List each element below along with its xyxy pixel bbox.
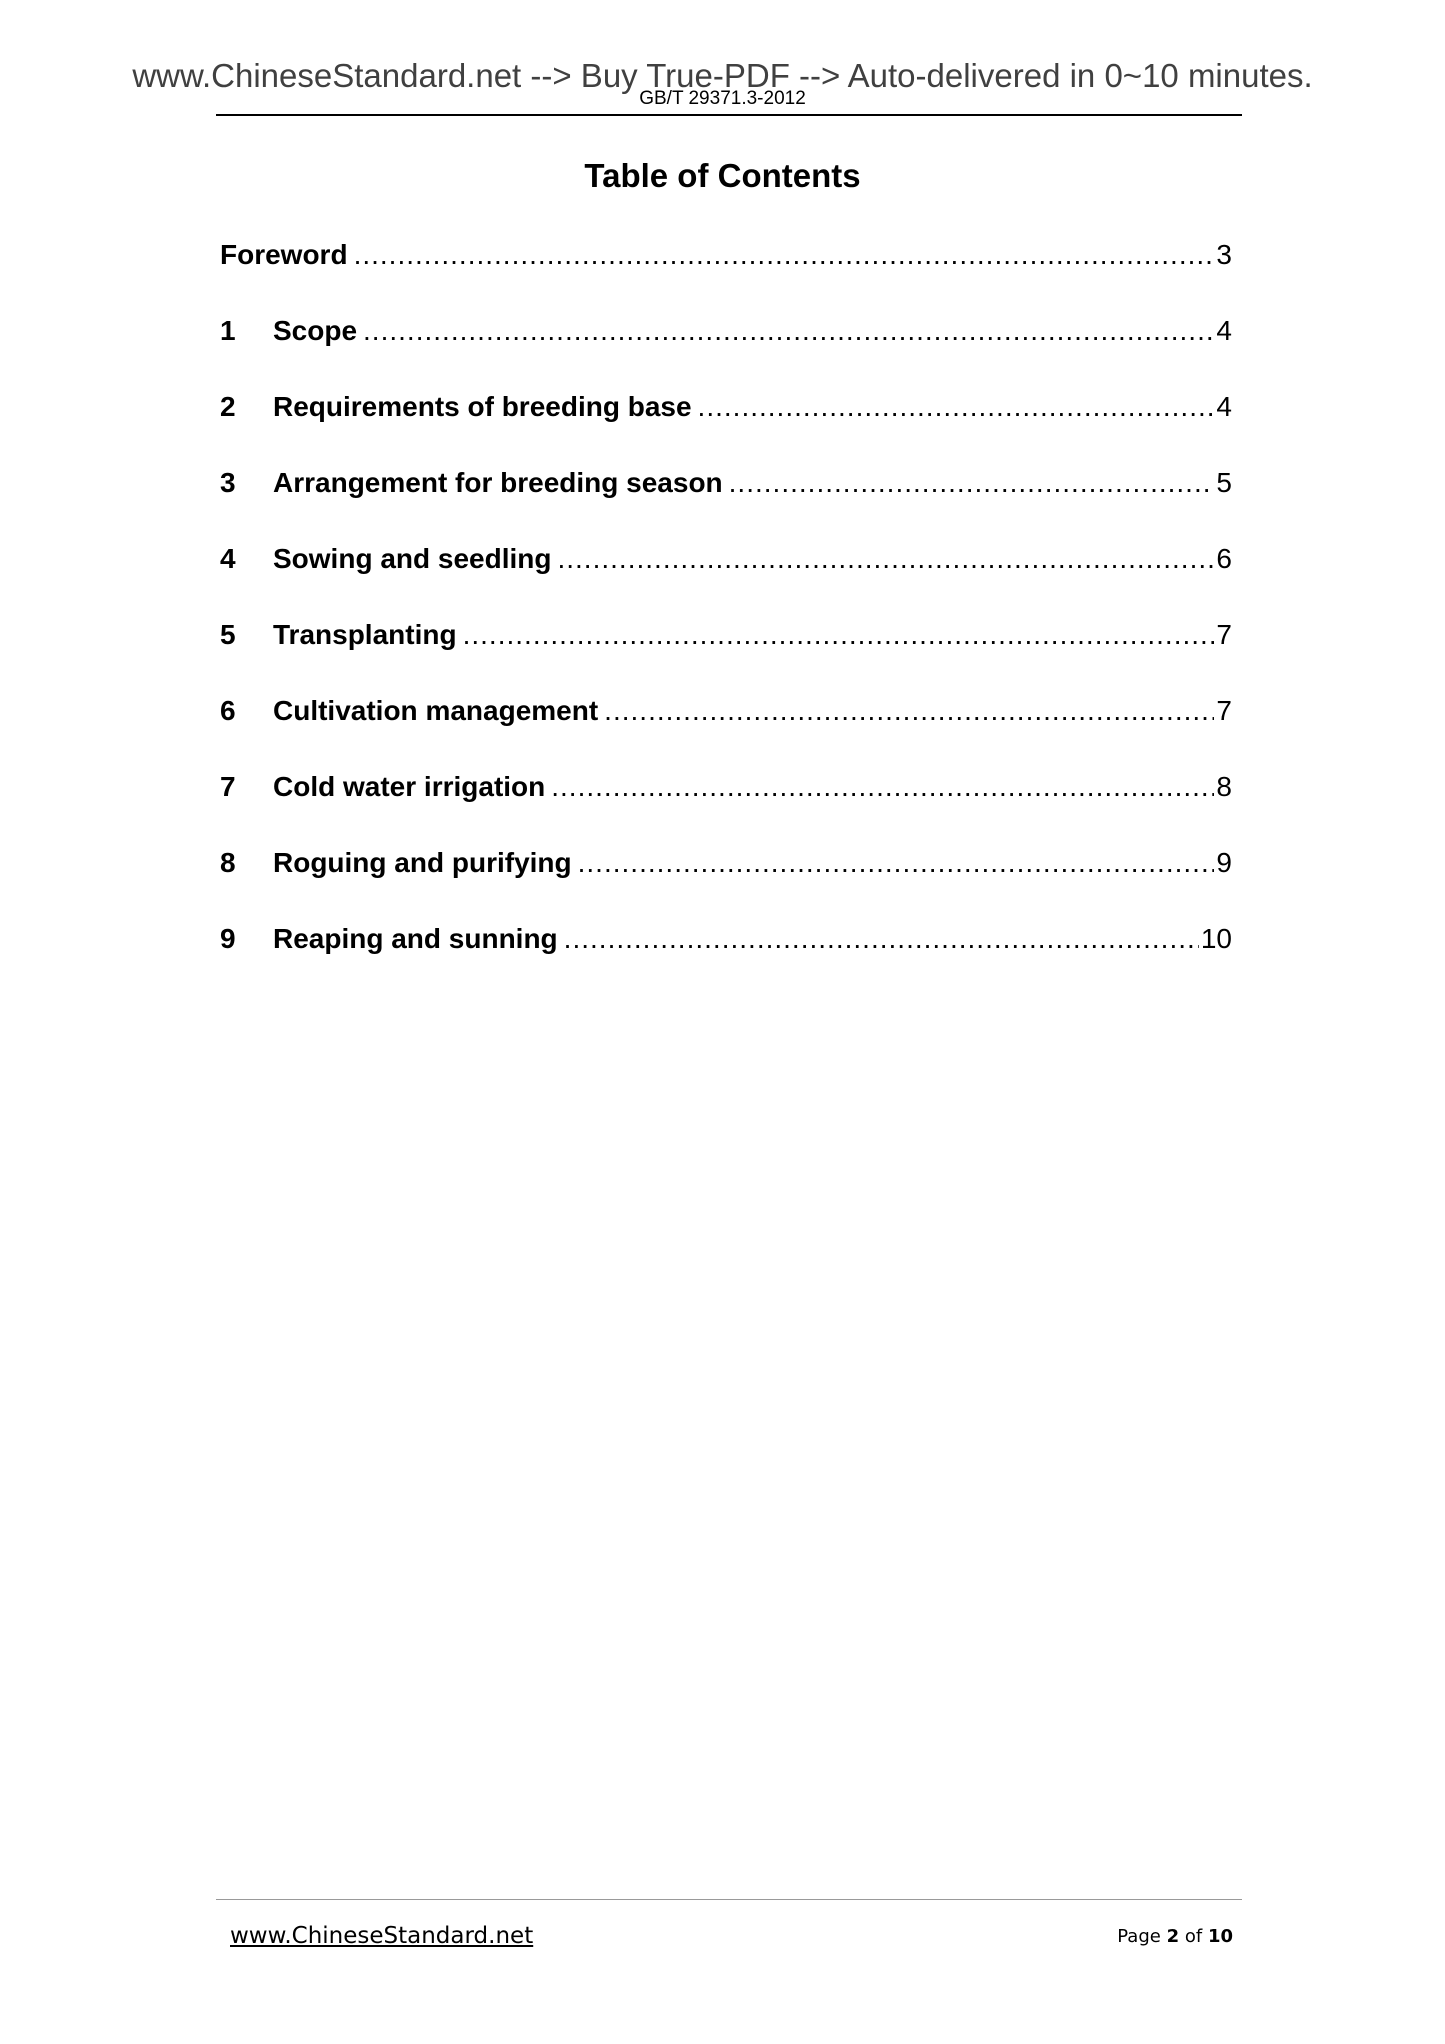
toc-entry-number: 5 [220,619,236,650]
toc-dot-leader [729,466,1215,500]
toc-entry-label: Foreword [220,239,348,270]
toc-entry-6[interactable] [220,694,1232,770]
footer-website-link[interactable]: www.ChineseStandard.net [230,1923,534,1949]
toc-entry-number: 7 [220,771,236,802]
toc-entry-page: 5 [1216,467,1232,498]
toc-entry-page: 8 [1216,771,1232,802]
toc-entry-page: 6 [1216,543,1232,574]
toc-dot-leader [354,238,1215,272]
toc-entry-page: 4 [1216,391,1232,422]
toc-entry-page: 10 [1200,923,1232,954]
toc-dot-leader [551,770,1214,804]
toc-dot-leader [604,694,1214,728]
toc-entry-page: 7 [1216,619,1232,650]
toc-entry-label: Arrangement for breeding season [273,467,723,498]
toc-entry-5[interactable] [220,618,1232,694]
toc-entry-page: 9 [1216,847,1232,878]
toc-entry-label: Cultivation management [273,695,599,726]
toc-entry-number: 2 [220,391,236,422]
toc-entry-label: Requirements of breeding base [273,391,692,422]
toc-entry-1[interactable] [220,314,1232,390]
header-banner[interactable]: www.ChineseStandard.net --> Buy True-PDF --> Auto-delivered in 0~10 minutes. [132,57,1313,94]
toc-entry-number: 1 [220,315,236,346]
page-title: Table of Contents [584,157,861,194]
toc-dot-leader [557,542,1214,576]
toc-entry-9[interactable] [220,922,1232,998]
toc-entry-label: Transplanting [273,619,457,650]
toc-entry-number: 6 [220,695,236,726]
toc-dot-leader [463,618,1215,652]
toc-dot-leader [698,390,1215,424]
table-of-contents [220,238,1232,998]
toc-entry-page: 7 [1216,695,1232,726]
toc-entry-page: 4 [1216,315,1232,346]
toc-dot-leader [578,846,1215,880]
standard-code: GB/T 29371.3-2012 [639,88,806,109]
toc-entry-3[interactable] [220,466,1232,542]
toc-entry-4[interactable] [220,542,1232,618]
toc-entry-label: Scope [273,315,358,346]
page-number-indicator [1117,1925,1233,1949]
toc-entry-number: 3 [220,467,236,498]
toc-entry-label: Cold water irrigation [273,771,546,802]
footer-divider [216,1899,1242,1900]
toc-entry-label: Reaping and sunning [273,923,558,954]
toc-entry-number: 4 [220,543,236,574]
toc-dot-leader [564,922,1199,956]
toc-entry-foreword[interactable] [220,238,1232,314]
page-of: of [1184,1926,1203,1947]
toc-entry-label: Sowing and seedling [273,543,552,574]
page-prefix: Page [1117,1926,1161,1947]
toc-entry-7[interactable] [220,770,1232,846]
toc-entry-2[interactable] [220,390,1232,466]
toc-dot-leader [363,314,1214,348]
current-page-number: 2 [1166,1926,1180,1947]
toc-entry-number: 8 [220,847,236,878]
total-pages-number: 10 [1207,1926,1233,1947]
toc-entry-page: 3 [1216,239,1232,270]
toc-entry-8[interactable] [220,846,1232,922]
toc-entry-number: 9 [220,923,236,954]
header-divider [216,114,1242,116]
toc-entry-label: Roguing and purifying [273,847,572,878]
